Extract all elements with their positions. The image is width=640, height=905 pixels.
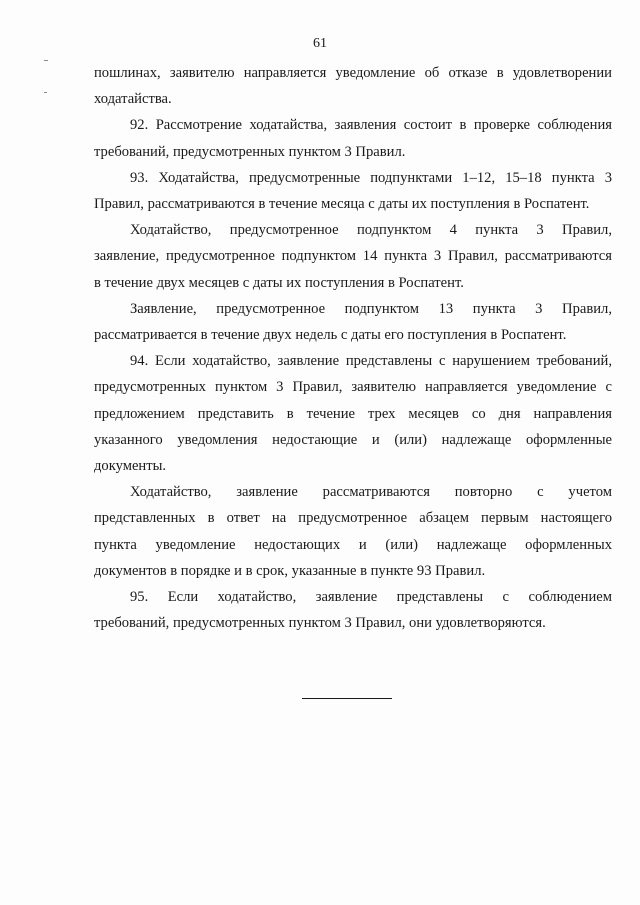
text-line: требований, предусмотренных пунктом 3 Правил, они удовлетворяются. xyxy=(94,615,546,632)
text-line: указанного уведомления недостающие и (или) надлежаще оформленные xyxy=(94,431,612,448)
scan-artifact xyxy=(44,92,47,93)
text-line: документов в порядке и в срок, указанные в пункте 93 Правил. xyxy=(94,562,486,579)
text-line: рассматривается в течение двух недель с даты его поступления в Роспатент. xyxy=(94,327,567,344)
text-line: 95. Если ходатайство, заявление представлены с соблюдением xyxy=(130,589,612,606)
text-line: Ходатайство, предусмотренное подпунктом 4 пункта 3 Правил, xyxy=(130,222,612,239)
text-line: пункта уведомление недостающих и (или) надлежаще оформленных xyxy=(94,536,612,553)
text-line: 92. Рассмотрение ходатайства, заявления состоит в проверке соблюдения xyxy=(130,117,612,134)
document-text xyxy=(94,60,612,636)
text-line: Заявление, предусмотренное подпунктом 13 пункта 3 Правил, xyxy=(130,300,612,317)
text-line: документы. xyxy=(94,458,167,475)
scan-artifact xyxy=(44,60,48,61)
text-line: ходатайства. xyxy=(94,91,172,108)
text-line: 94. Если ходатайство, заявление представлены с нарушением требований, xyxy=(130,353,612,370)
text-line: в течение двух месяцев с даты их поступления в Роспатент. xyxy=(94,274,464,291)
text-line: заявление, предусмотренное подпунктом 14 пункта 3 Правил, рассматриваются xyxy=(94,248,612,265)
text-line: предложением представить в течение трех месяцев со дня направления xyxy=(94,405,612,422)
text-line: представленных в ответ на предусмотренное абзацем первым настоящего xyxy=(94,510,612,527)
text-line: требований, предусмотренных пунктом 3 Правил. xyxy=(94,143,406,160)
text-line: предусмотренных пунктом 3 Правил, заявителю направляется уведомление с xyxy=(94,379,612,396)
page-number: 61 xyxy=(313,36,327,51)
end-rule xyxy=(302,698,392,699)
text-line: 93. Ходатайства, предусмотренные подпунктами 1–12, 15–18 пункта 3 xyxy=(130,169,612,186)
text-line: пошлинах, заявителю направляется уведомление об отказе в удовлетворении xyxy=(94,65,612,81)
text-line: Правил, рассматриваются в течение месяца с даты их поступления в Роспатент. xyxy=(94,196,590,213)
text-line: Ходатайство, заявление рассматриваются повторно с учетом xyxy=(130,484,612,501)
